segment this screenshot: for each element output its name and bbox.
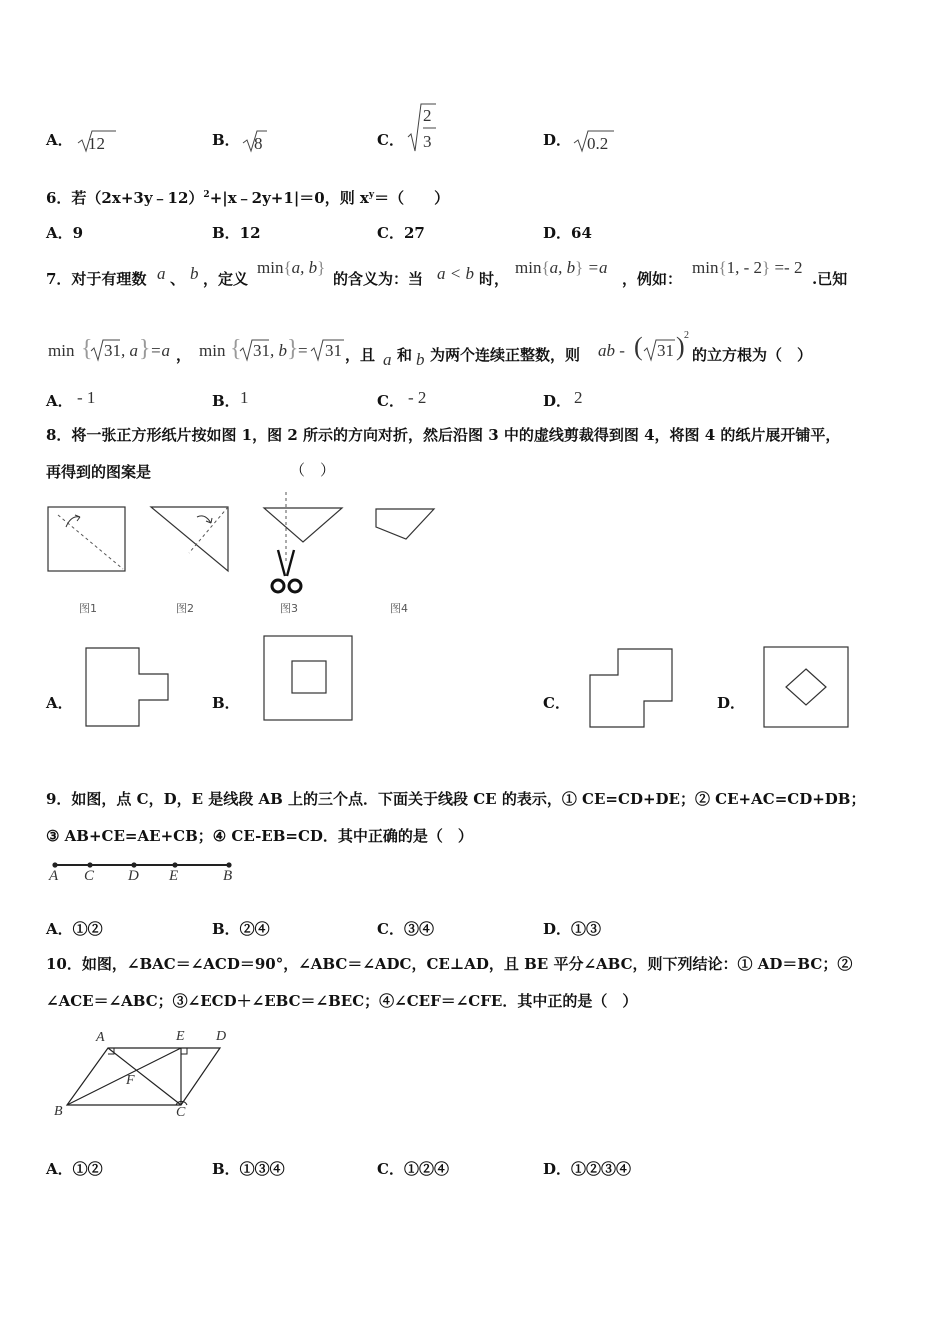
q7-min-result: min{a, b} =a — [515, 258, 608, 277]
q5-option-b-label: B． — [212, 131, 240, 149]
q5-option-a-value: 12 — [88, 134, 105, 153]
q7-text-6: .已知 — [812, 270, 848, 288]
q7-option-b-label: B． — [212, 392, 240, 410]
q7-option-a-label: A． — [46, 392, 73, 410]
q10-stem-line2: ∠ACE＝∠ABC；③∠ECD＋∠EBC＝∠BEC；④∠CEF＝∠CFE．其中正的是（ ） — [46, 992, 638, 1010]
q8-figure-4 — [372, 505, 438, 545]
q7-var-a: a — [157, 264, 166, 283]
q7-var-b: b — [190, 264, 199, 283]
q8-stem-line1: 8．将一张正方形纸片按如图 1，图 2 所示的方向对折，然后沿图 3 中的虚线剪裁得到图 4，将图 4 的纸片展开铺平， — [46, 426, 841, 444]
q7-option-a-value: - 1 — [77, 388, 96, 407]
q10-option-a: A．①② — [46, 1160, 103, 1178]
paren-close-icon: ) — [676, 332, 685, 361]
q10-point-b: B — [54, 1104, 63, 1119]
point-b-dot — [226, 862, 231, 867]
q8-option-d-figure — [762, 645, 850, 729]
brace-open-icon: { — [230, 336, 242, 362]
q7-text-1: 7．对于有理数 — [46, 270, 147, 288]
q10-option-b: B．①③④ — [212, 1160, 285, 1178]
q7-radicand-3: 31 — [325, 341, 342, 360]
q10-point-c: C — [176, 1105, 186, 1120]
q9-point-a: A — [49, 868, 59, 884]
q8-option-c-figure — [588, 647, 676, 731]
q7-text-4: 时， — [479, 270, 510, 288]
brace-close-icon: } — [287, 336, 299, 362]
q10-geometry-figure — [50, 1030, 240, 1125]
q8-option-b-figure — [262, 634, 354, 722]
q9-point-d: D — [128, 868, 139, 884]
q5-option-d-label: D． — [543, 131, 572, 149]
point-d-dot — [131, 862, 136, 867]
q7-arg-b: , b — [270, 341, 287, 360]
q7-text-end: 的立方根为（ ） — [692, 346, 813, 364]
q10-option-d: D．①②③④ — [543, 1160, 632, 1178]
q7-text-3: 的含义为：当 — [333, 270, 424, 288]
q7-option-b-value: 1 — [240, 388, 249, 407]
q9-option-a: A．①② — [46, 920, 103, 938]
q9-option-d: D．①③ — [543, 920, 602, 938]
q7-option-d-value: 2 — [574, 388, 583, 407]
q10-point-e: E — [176, 1029, 185, 1044]
q5-option-d-value: 0.2 — [587, 134, 609, 153]
q7-var-a-2: a — [383, 350, 392, 369]
q8-option-c-label: C． — [543, 694, 570, 712]
q5-option-c-label: C． — [377, 131, 404, 149]
q8-figure-2 — [149, 505, 231, 573]
q9-point-b: B — [223, 868, 233, 884]
q6-stem: 6．若（2x+3y﹣12）$^2$+|x﹣2y+1|＝0，则 $x^y=$（ ） — [46, 189, 450, 207]
q10-point-f: F — [126, 1073, 135, 1088]
q5-option-b-value: 8 — [254, 134, 263, 153]
q9-line-segment-figure — [46, 856, 246, 890]
q6-option-a: A．9 — [46, 224, 84, 242]
q6-option-d: D．64 — [543, 224, 592, 242]
q7-option-c-label: C． — [377, 392, 404, 410]
q8-option-a-label: A． — [46, 694, 73, 712]
q7-eq-a: =a — [150, 341, 170, 360]
q7-arg-a: , a — [121, 341, 138, 360]
q6-option-b: B．12 — [212, 224, 261, 242]
q5-option-c-numerator: 2 — [423, 106, 432, 125]
q7-separator: 、 — [170, 270, 186, 288]
q9-option-c: C．③④ — [377, 920, 434, 938]
q7-example: min{1, - 2} =- 2 — [692, 258, 803, 277]
q8-option-d-label: D． — [717, 694, 746, 712]
q7-and: ，且 — [345, 346, 376, 364]
q8-stem-line2: 再得到的图案是 — [46, 463, 152, 481]
q10-point-a: A — [96, 1030, 105, 1045]
q7-text-2: ，定义 — [203, 270, 249, 288]
q7-he: 和 — [397, 346, 413, 364]
q7-radicand-2: 31 — [253, 341, 270, 360]
q7-option-d-label: D． — [543, 392, 572, 410]
q7-text-l2: 为两个连续正整数，则 — [430, 346, 581, 364]
q7-condition: a < b — [437, 264, 474, 283]
q10-stem-line1: 10．如图，∠BAC＝∠ACD＝90°，∠ABC＝∠ADC，CE⊥AD，且 BE 平分∠ABC，则下列结论：① AD＝BC；② — [46, 955, 853, 973]
q9-stem-line1: 9．如图，点 C，D，E 是线段 AB 上的三个点．下面关于线段 CE 的表示，① CE=CD+DE；② CE+AC=CD+DB； — [46, 790, 866, 808]
q7-ab-minus: ab - — [598, 341, 625, 360]
q6-option-c: C．27 — [377, 224, 425, 242]
q7-var-b-2: b — [416, 350, 425, 369]
q7-min-def: min{a, b} — [257, 258, 326, 277]
q7-min-label-2: min — [199, 341, 226, 360]
point-a-dot — [52, 862, 57, 867]
q5-option-c-denominator: 3 — [423, 132, 432, 151]
q7-radicand-4: 31 — [657, 341, 674, 360]
q9-point-e: E — [169, 868, 179, 884]
q8-option-a-figure — [84, 646, 172, 730]
q8-caption-4: 图4 — [390, 602, 408, 615]
q7-option-c-value: - 2 — [408, 388, 427, 407]
q8-option-b-label: B． — [212, 694, 240, 712]
q8-figure-1 — [46, 505, 128, 573]
q10-option-c: C．①②④ — [377, 1160, 449, 1178]
q10-point-d: D — [216, 1029, 227, 1044]
q8-caption-1: 图1 — [79, 602, 97, 615]
point-c-dot — [87, 862, 92, 867]
q7-text-5: ，例如： — [622, 270, 683, 288]
q9-stem-line2: ③ AB+CE=AE+CB；④ CE-EB=CD．其中正确的是（ ） — [46, 827, 473, 845]
q8-caption-3: 图3 — [280, 602, 298, 615]
scissors-icon — [268, 548, 306, 598]
sqrt-sign-icon — [406, 101, 438, 153]
brace-close-icon: } — [139, 336, 151, 362]
brace-open-icon: { — [81, 336, 93, 362]
q7-radicand-1: 31 — [104, 341, 121, 360]
point-e-dot — [172, 862, 177, 867]
q9-option-b: B．②④ — [212, 920, 270, 938]
q7-equals: = — [298, 341, 308, 360]
q7-min-label-1: min — [48, 341, 75, 360]
q7-square-exponent: 2 — [684, 330, 689, 341]
paren-open-icon: ( — [634, 332, 643, 361]
q8-caption-2: 图2 — [176, 602, 194, 615]
q9-point-c: C — [84, 868, 95, 884]
q5-option-a-label: A． — [46, 131, 73, 149]
q8-answer-paren: （ ） — [290, 461, 336, 479]
q7-comma: ， — [176, 346, 192, 364]
